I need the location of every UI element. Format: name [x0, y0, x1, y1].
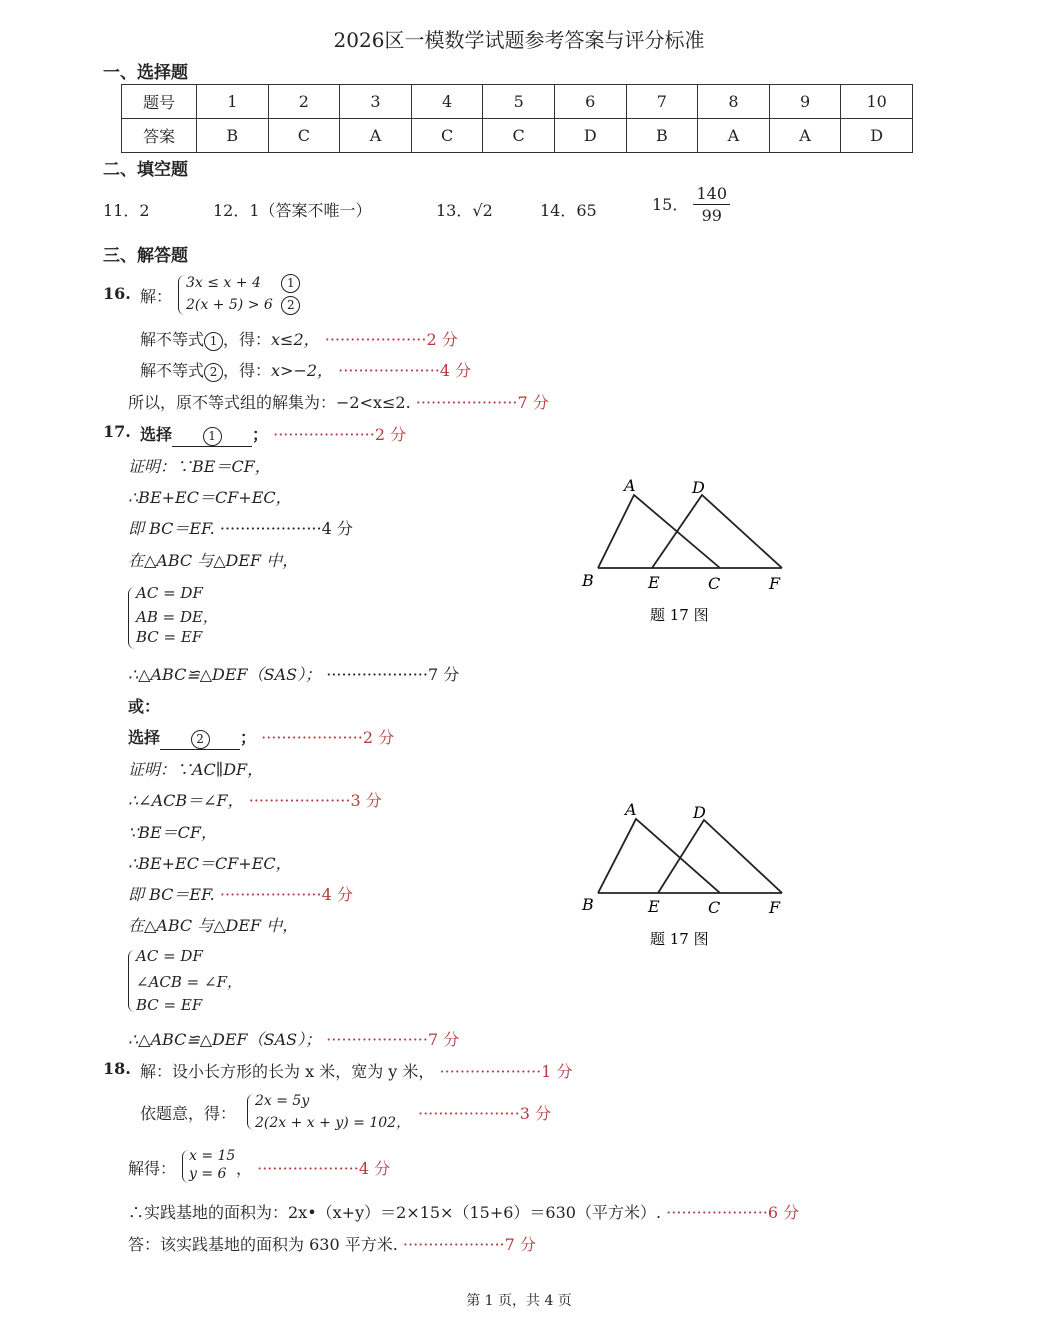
proof-line: ∴BE+EC＝CF+EC，: [128, 854, 292, 873]
score-marker: ····················7 分: [326, 665, 460, 684]
q18-line1: [140, 1059, 573, 1082]
score-marker: ····················4 分: [338, 361, 472, 380]
table-cell: D: [554, 119, 626, 153]
comma: ，: [236, 1159, 253, 1178]
q18-line4: [128, 1200, 799, 1223]
proof-line: 在△ABC 与△DEF 中，: [128, 916, 299, 935]
point-label-a: A: [624, 476, 636, 495]
section-choice-heading: 一、选择题: [103, 63, 188, 83]
score-marker: ····················1 分: [439, 1062, 573, 1081]
fraction: [693, 184, 730, 227]
proof-line: [128, 516, 353, 539]
q16-number: 16.: [103, 284, 131, 303]
question-number: 13．: [436, 201, 473, 220]
proof-text: 即 BC＝EF.: [128, 519, 215, 538]
q18-line2-label: 依题意，得：: [140, 1104, 237, 1123]
choice-answer-table: [121, 84, 913, 153]
question-number: 15．: [652, 195, 689, 214]
figure-caption: 题 17 图: [650, 930, 709, 948]
q16-jie: 解：: [140, 287, 173, 306]
fill-q13: [436, 198, 493, 221]
proof-line: ∴BE+EC＝CF+EC，: [128, 488, 292, 507]
system-line: AB = DE，: [136, 608, 218, 626]
step-text: ，得：: [223, 330, 272, 349]
point-label-d: D: [692, 478, 705, 497]
fill-q11: [103, 198, 150, 221]
triangle-def-line: [658, 820, 782, 893]
question-number: 12．: [213, 201, 250, 220]
table-cell: 7: [626, 85, 698, 119]
step-text: ∴实践基地的面积为：2x•（x+y）＝2×15×（15+6）＝630（平方米）.: [128, 1203, 662, 1222]
step-result: x>−2，: [271, 361, 334, 380]
proof-line: [128, 1027, 459, 1050]
score-marker: ····················4 分: [219, 885, 353, 904]
system-line: [255, 1112, 410, 1132]
answer-value: 1（答案不唯一）: [249, 201, 372, 220]
q17-system1-brace: [128, 587, 135, 649]
point-label-f: F: [769, 574, 781, 593]
score-marker: ····················3 分: [248, 791, 382, 810]
table-cell: A: [340, 119, 412, 153]
step-result: x≤2，: [271, 330, 320, 349]
system-line: 2x = 5y: [255, 1093, 310, 1109]
table-cell: 5: [483, 85, 555, 119]
step-text: 所以，原不等式组的解集为：−2<x≤2.: [128, 393, 411, 412]
proof-text: ∴△ABC≌△DEF（SAS）；: [128, 1030, 322, 1049]
table-cell: B: [197, 119, 269, 153]
point-label-e: E: [648, 573, 660, 592]
table-row-answers: [122, 119, 913, 153]
step-text: 解不等式: [140, 330, 205, 349]
answer-blank: [172, 425, 252, 447]
circle-marker: 2: [204, 363, 223, 382]
point-label-d: D: [693, 803, 706, 822]
system-line: BC = EF: [136, 628, 203, 646]
q17-choose-1: [140, 422, 406, 447]
proof-text: ∴∠ACB＝∠F，: [128, 791, 244, 810]
proof-text: ∴△ABC≌△DEF（SAS）；: [128, 665, 322, 684]
step-text: ，得：: [223, 361, 272, 380]
q16-step1: [140, 327, 458, 351]
circle-marker: 1: [281, 274, 300, 293]
choose-label: 选择: [128, 728, 161, 747]
q17-system2-brace: [128, 950, 135, 1012]
score-marker: ····················7 分: [415, 393, 549, 412]
circle-marker: 1: [203, 427, 222, 446]
point-label-b: B: [582, 571, 594, 590]
proof-line: 在△ABC 与△DEF 中，: [128, 551, 299, 570]
table-cell: 9: [769, 85, 841, 119]
table-header-cell: 题号: [122, 85, 197, 119]
fraction-numerator: 140: [693, 184, 730, 205]
table-cell: C: [268, 119, 340, 153]
point-label-e: E: [648, 897, 660, 916]
answer-value: √2: [472, 201, 493, 220]
score-marker: ····················4 分: [257, 1159, 391, 1178]
figure-caption: 题 17 图: [650, 606, 709, 624]
system-line: AC = DF: [136, 584, 203, 602]
answer-value: 2: [139, 201, 150, 220]
system-line: ∠ACB = ∠F，: [136, 973, 242, 991]
system-line: y = 6: [189, 1166, 227, 1182]
comma: ，: [396, 1115, 411, 1131]
q17-choose-2: [128, 725, 394, 750]
answer-blank: [160, 728, 240, 750]
table-row-numbers: [122, 85, 913, 119]
semicolon: ；: [252, 425, 269, 444]
ineq-text: 3x ≤ x + 4: [186, 275, 261, 291]
table-cell: 8: [698, 85, 770, 119]
point-label-a: A: [625, 800, 637, 819]
table-cell: 10: [841, 85, 913, 119]
proof-line: [128, 788, 382, 811]
point-label-c: C: [708, 898, 721, 917]
question-number: 14．: [540, 201, 577, 220]
table-cell: 4: [411, 85, 483, 119]
score-marker: ····················4 分: [219, 519, 353, 538]
q18-number: 18.: [103, 1059, 131, 1078]
table-cell: 3: [340, 85, 412, 119]
proof-text: 即 BC＝EF.: [128, 885, 215, 904]
proof-line: [128, 882, 353, 905]
system-line: BC = EF: [136, 996, 203, 1014]
triangle-figure-1: [570, 470, 800, 630]
score-marker: ····················7 分: [326, 1030, 460, 1049]
circle-marker: 2: [281, 296, 300, 315]
q18-system2-brace: [182, 1150, 189, 1183]
circle-marker: 2: [191, 730, 210, 749]
semicolon: ；: [240, 728, 257, 747]
answer-value: 65: [576, 201, 597, 220]
fill-q12: [213, 198, 372, 221]
q18-line3-tail: [236, 1156, 390, 1179]
proof-line: [128, 662, 459, 685]
table-cell: 6: [554, 85, 626, 119]
system-line: x = 15: [189, 1148, 236, 1164]
q16-ineq1: [186, 274, 300, 293]
q18-line5: [128, 1232, 536, 1255]
table-cell: C: [483, 119, 555, 153]
proof-line: 证明：∵AC∥DF，: [128, 760, 264, 779]
triangle-abc-line: [598, 819, 720, 893]
q17-number: 17.: [103, 422, 131, 441]
triangle-def-line: [652, 495, 782, 568]
table-cell: 1: [197, 85, 269, 119]
fill-q15: [652, 184, 730, 227]
score-marker: ····················2 分: [273, 425, 407, 444]
table-cell: A: [698, 119, 770, 153]
table-cell: B: [626, 119, 698, 153]
step-text: 解不等式: [140, 361, 205, 380]
triangle-figure-2: [570, 795, 800, 955]
step-text: 解：设小长方形的长为 x 米，宽为 y 米，: [140, 1062, 435, 1081]
q18-system1-brace: [247, 1094, 254, 1130]
choose-label: 选择: [140, 425, 173, 444]
score-marker: ····················3 分: [418, 1104, 551, 1123]
or-label: 或：: [128, 697, 161, 716]
q16-ineq2: [186, 296, 300, 315]
fill-q14: [540, 198, 597, 221]
system-text: 2(2x + x + y) = 102: [255, 1115, 397, 1131]
point-label-f: F: [769, 898, 781, 917]
point-label-b: B: [582, 895, 594, 914]
section-fill-heading: 二、填空题: [103, 160, 188, 180]
circle-marker: 1: [204, 332, 223, 351]
q16-brace: [178, 275, 185, 315]
step-text: 答：该实践基地的面积为 630 平方米.: [128, 1235, 398, 1254]
table-cell: C: [411, 119, 483, 153]
score-marker: ····················6 分: [666, 1203, 800, 1222]
page-footer: 第 1 页，共 4 页: [466, 1293, 572, 1309]
page-title: 2026区一模数学试题参考答案与评分标准: [333, 28, 705, 52]
point-label-c: C: [708, 574, 721, 593]
table-cell: 2: [268, 85, 340, 119]
table-cell: A: [769, 119, 841, 153]
proof-line: ∵BE＝CF，: [128, 823, 217, 842]
fraction-denominator: 99: [701, 206, 722, 225]
table-cell: D: [841, 119, 913, 153]
score-marker: ····················2 分: [261, 728, 395, 747]
q16-step2: [140, 358, 471, 382]
section-solve-heading: 三、解答题: [103, 246, 188, 266]
score-marker: ····················2 分: [324, 330, 458, 349]
ineq-text: 2(x + 5) > 6: [186, 297, 273, 313]
q18-line3-label: 解得：: [128, 1159, 177, 1178]
table-header-cell: 答案: [122, 119, 197, 153]
score-marker: ····················7 分: [402, 1235, 536, 1254]
question-number: 11．: [103, 201, 140, 220]
proof-line: 证明：∵BE＝CF，: [128, 457, 271, 476]
system-line: AC = DF: [136, 947, 203, 965]
q16-step3: [128, 390, 549, 413]
